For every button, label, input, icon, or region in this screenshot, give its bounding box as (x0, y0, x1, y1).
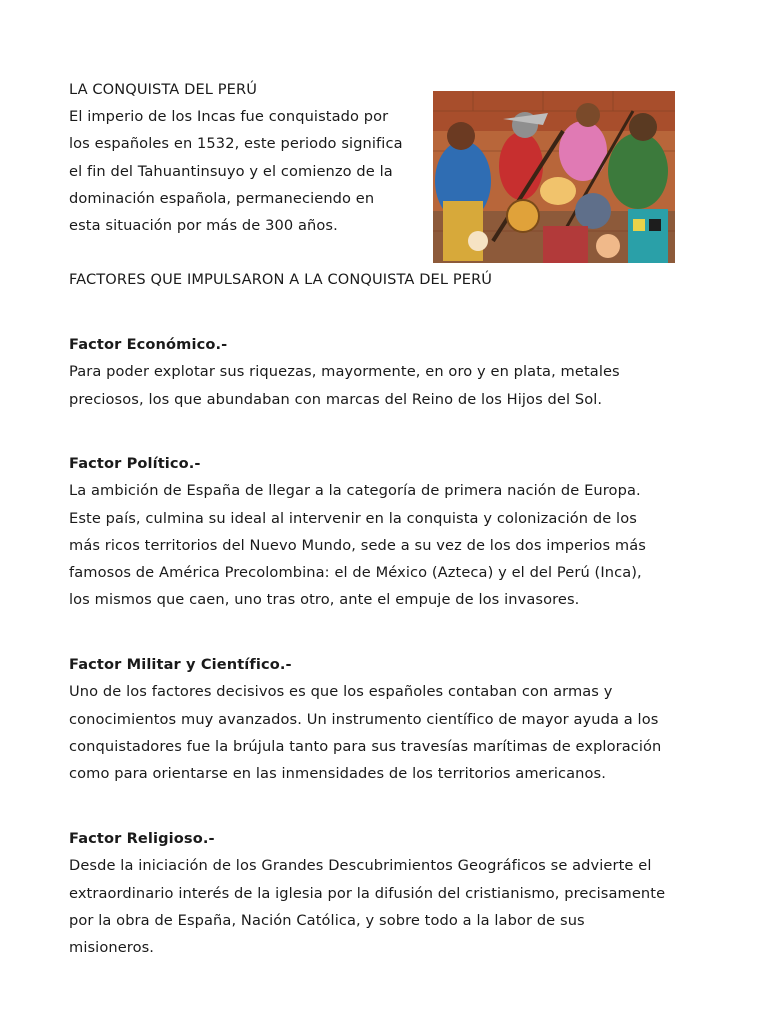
body-line: conquistadores fue la brújula tanto para sus travesías marítimas de exploración (69, 737, 662, 755)
intro-line: el fin del Tahuantinsuyo y el comienzo de la (69, 162, 393, 180)
factor-section (69, 825, 709, 961)
body-line: por la obra de España, Nación Católica, y sobre todo a la labor de sus (69, 911, 585, 929)
section-body (69, 678, 709, 787)
body-line: como para orientarse en las inmensidades de los territorios americanos. (69, 765, 606, 783)
section-body (69, 852, 709, 961)
intro-line: El imperio de los Incas fue conquistado por (69, 108, 389, 125)
section-heading: Factor Militar y Científico.- (69, 656, 292, 673)
body-line: los mismos que caen, uno tras otro, ante el empuje de los invasores. (69, 591, 580, 609)
section-heading: Factor Económico.- (69, 336, 228, 353)
body-line: conocimientos muy avanzados. Un instrumento científico de mayor ayuda a los (69, 710, 659, 728)
body-line: Uno de los factores decisivos es que los españoles contaban con armas y (69, 683, 613, 701)
factors-heading: FACTORES QUE IMPULSARON A LA CONQUISTA DEL PERÚ (69, 271, 493, 288)
section-heading: Factor Político.- (69, 455, 201, 472)
section-body (69, 358, 709, 413)
body-line: Para poder explotar sus riquezas, mayormente, en oro y en plata, metales (69, 363, 620, 381)
intro-paragraph (69, 103, 429, 239)
conquest-illustration (433, 91, 675, 263)
intro-line: los españoles en 1532, este periodo significa (69, 135, 403, 153)
intro-line: dominación española, permaneciendo en (69, 189, 375, 207)
body-line: La ambición de España de llegar a la categoría de primera nación de Europa. (69, 482, 641, 500)
intro-line: esta situación por más de 300 años. (69, 217, 338, 235)
body-line: famosos de América Precolombina: el de México (Azteca) y el del Perú (Inca), (69, 564, 642, 582)
factor-section (69, 331, 709, 413)
section-heading: Factor Religioso.- (69, 830, 215, 847)
document-title: LA CONQUISTA DEL PERÚ (69, 81, 257, 98)
body-line: Desde la iniciación de los Grandes Descubrimientos Geográficos se advierte el (69, 857, 652, 875)
body-line: Este país, culmina su ideal al intervenir en la conquista y colonización de los (69, 509, 637, 527)
factor-section (69, 450, 709, 614)
body-line: preciosos, los que abundaban con marcas del Reino de los Hijos del Sol. (69, 390, 603, 408)
section-body (69, 477, 709, 613)
body-line: misioneros. (69, 939, 155, 957)
body-line: extraordinario interés de la iglesia por la difusión del cristianismo, precisamente (69, 884, 666, 902)
body-line: más ricos territorios del Nuevo Mundo, sede a su vez de los dos imperios más (69, 536, 646, 554)
factor-section (69, 651, 709, 787)
